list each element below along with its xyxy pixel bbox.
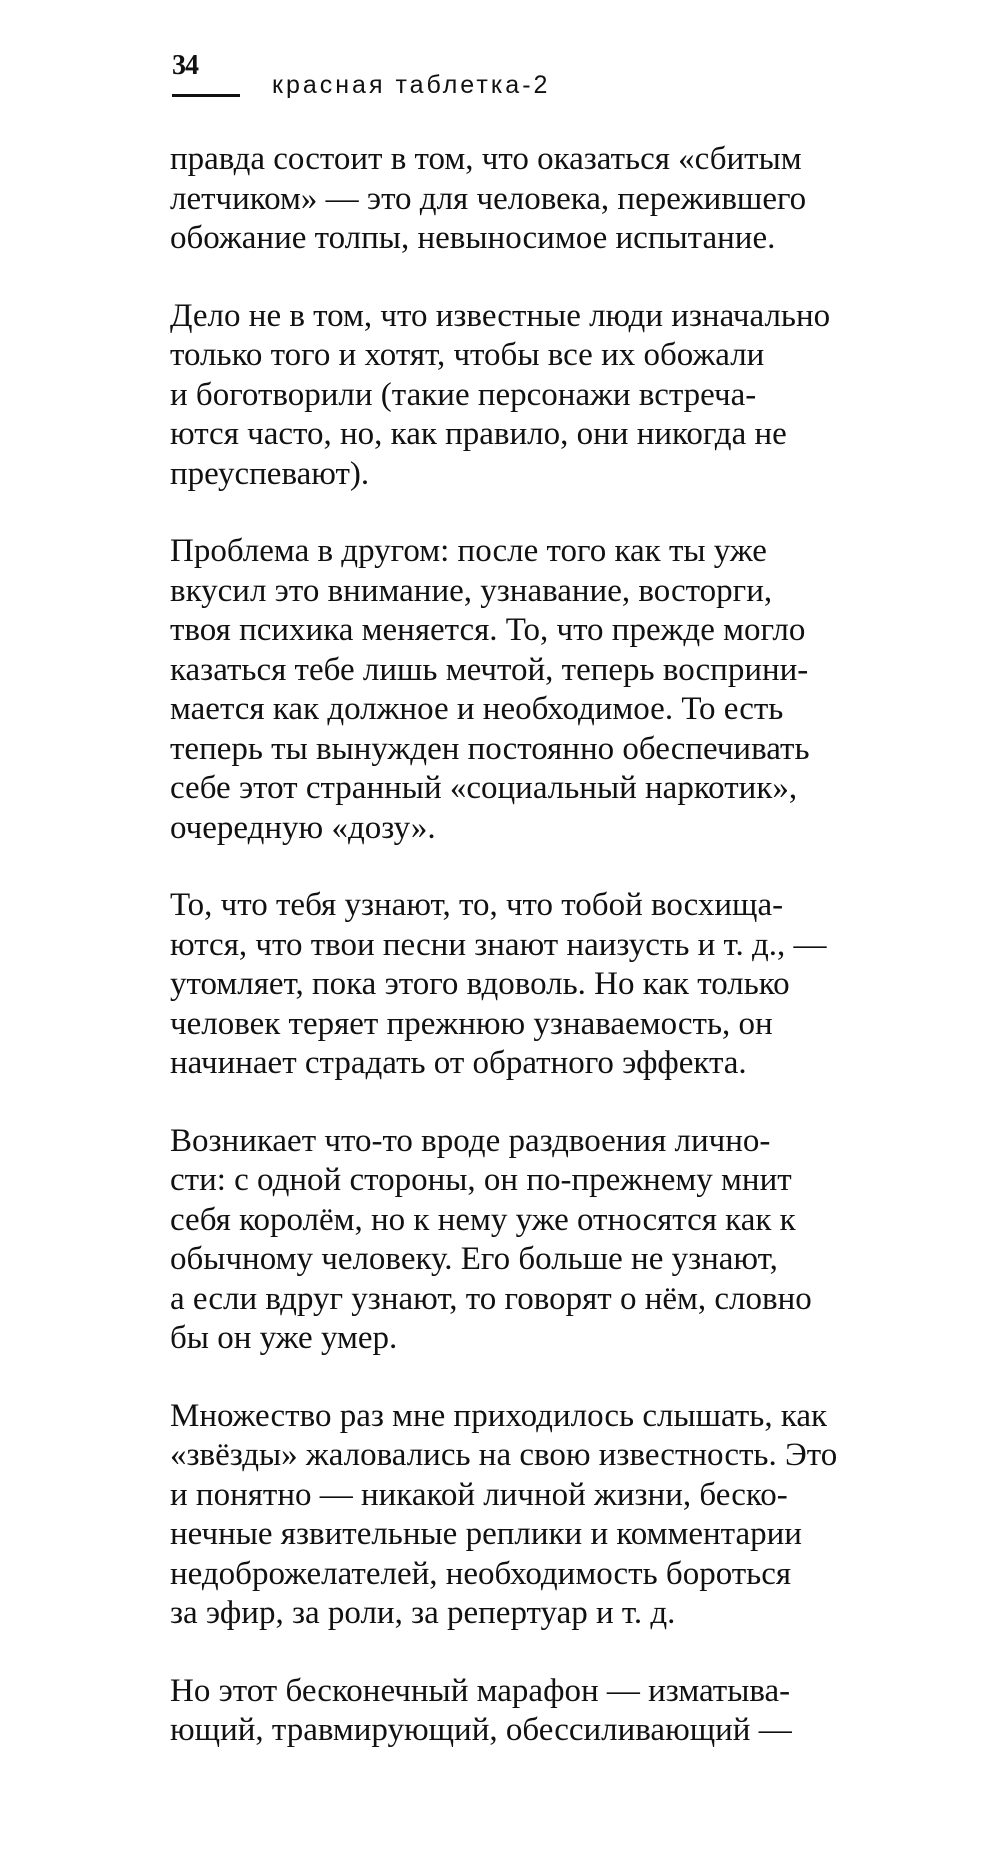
text-line: «звёзды» жаловались на свою известность. Это xyxy=(170,1437,838,1473)
text-line: вкусил это внимание, узнавание, восторги, xyxy=(170,572,773,609)
paragraph-1 xyxy=(170,140,960,259)
text-line: начинает страдать от обратного эффекта. xyxy=(170,1045,747,1081)
text-line: утомляет, пока этого вдоволь. Но как только xyxy=(170,966,790,1002)
page-number: 34 xyxy=(172,50,198,81)
paragraph-4 xyxy=(170,886,960,1084)
text-line: ются, что твои песни знают наизусть и т. д., — xyxy=(170,926,827,963)
text-line: сти: с одной стороны, он по-прежнему мнит xyxy=(170,1162,792,1198)
body-text xyxy=(170,140,960,1789)
running-head xyxy=(172,50,952,120)
text-line: ющий, травмирующий, обессиливающий — xyxy=(170,1712,792,1748)
running-title: красная таблетка-2 xyxy=(272,71,551,99)
text-line: ются часто, но, как правило, они никогда не xyxy=(170,416,787,452)
text-line: нечные язвительные реплики и комментарии xyxy=(170,1516,802,1552)
text-line: себя королём, но к нему уже относятся как к xyxy=(170,1201,796,1238)
text-line: а если вдруг узнают, то говорят о нём, словно xyxy=(170,1280,812,1317)
paragraph-7 xyxy=(170,1672,960,1751)
text-line: и понятно — никакой личной жизни, беско- xyxy=(170,1476,788,1513)
paragraph-5 xyxy=(170,1122,960,1359)
text-line: теперь ты вынужден постоянно обеспечивать xyxy=(170,730,810,767)
text-line: только того и хотят, чтобы все их обожали xyxy=(170,337,765,373)
text-line: правда состоит в том, что оказаться «сбитым xyxy=(170,141,802,177)
text-line: недоброжелателей, необходимость бороться xyxy=(170,1555,792,1592)
text-line: казаться тебе лишь мечтой, теперь восприни- xyxy=(170,651,809,688)
text-line: летчиком» — это для человека, пережившего xyxy=(170,180,807,217)
text-line: То, что тебя узнают, то, что тобой восхища- xyxy=(170,887,784,923)
text-line: обожание толпы, невыносимое испытание. xyxy=(170,220,776,256)
text-line: за эфир, за роли, за репертуар и т. д. xyxy=(170,1595,676,1631)
paragraph-3 xyxy=(170,532,960,848)
text-line: преуспевают). xyxy=(170,455,370,492)
text-line: человек теряет прежнюю узнаваемость, он xyxy=(170,1005,773,1042)
header-rule xyxy=(172,94,240,97)
paragraph-2 xyxy=(170,297,960,495)
text-line: твоя психика меняется. То, что прежде могло xyxy=(170,612,806,648)
text-line: очередную «дозу». xyxy=(170,809,436,846)
text-line: бы он уже умер. xyxy=(170,1320,398,1356)
text-line: Но этот бесконечный марафон — изматыва- xyxy=(170,1672,791,1709)
text-line: Возникает что-то вроде раздвоения лично- xyxy=(170,1122,771,1159)
text-line: Дело не в том, что известные люди изначально xyxy=(170,297,831,334)
text-line: обычному человеку. Его больше не узнают, xyxy=(170,1241,778,1277)
text-line: себе этот странный «социальный наркотик», xyxy=(170,770,798,806)
text-line: Проблема в другом: после того как ты уже xyxy=(170,533,767,569)
paragraph-6 xyxy=(170,1397,960,1634)
text-line: и боготворили (такие персонажи встреча- xyxy=(170,376,757,413)
text-line: мается как должное и необходимое. То есть xyxy=(170,691,784,727)
text-line: Множество раз мне приходилось слышать, как xyxy=(170,1397,828,1434)
